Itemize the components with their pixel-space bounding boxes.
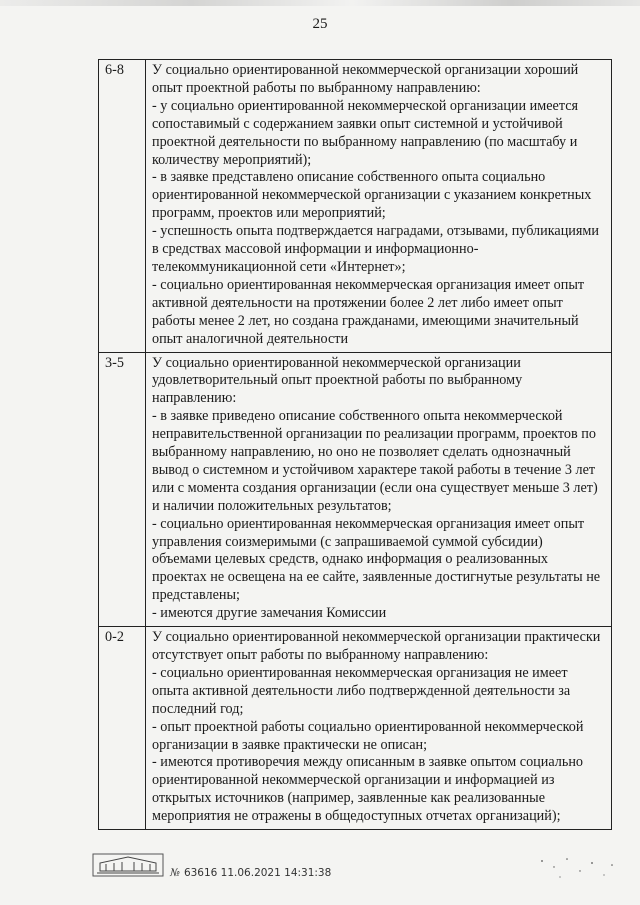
paragraph-line: - имеются другие замечания Комиссии [152, 605, 387, 622]
criteria-table [98, 59, 612, 830]
paragraph-line: У социально ориентированной некоммерческой организации удовлетворительный опыт проектной работы по выбранному направлению: [152, 354, 523, 407]
description-cell [146, 60, 612, 353]
paragraph-line: У социально ориентированной некоммерческой организации хороший опыт проектной работы по выбранному направлению: [152, 62, 579, 96]
table-row [99, 352, 612, 627]
score-cell: 0-2 [99, 627, 146, 830]
building-stamp-icon [92, 853, 164, 877]
paragraph-line: - социально ориентированная некоммерческая организация не имеет опыта активной деятельности либо подтвержденной деятельности за последний год; [152, 664, 571, 717]
row-description [152, 629, 605, 826]
paragraph-line: - опыт проектной работы социально ориентированной некоммерческой организации в заявке практически не описан; [152, 718, 584, 753]
document-stamp [170, 867, 331, 879]
document-id: 63616 11.06.2021 14:31:38 [183, 867, 332, 879]
table-row [99, 60, 612, 353]
paragraph-line: У социально ориентированной некоммерческой организации практически отсутствует опыт работы по выбранному направлению: [152, 629, 601, 663]
paragraph-line: - успешность опыта подтверждается наградами, отзывами, публикациями в средствах массовой информации и информационно-телекоммуникационной сети «Интернет»; [152, 223, 599, 275]
paragraph-line: - имеются противоречия между описанным в заявке опытом социально ориентированной некоммерческой организации и информацией из открытых источников (например, заявленные как реализованные мероприятия не отражены в общедоступных отчетах организаций); [152, 754, 584, 825]
scan-noise-specks [532, 853, 622, 883]
score-cell: 3-5 [99, 352, 146, 627]
page-number: 25 [312, 16, 328, 32]
table-row [99, 627, 612, 830]
row-description [152, 355, 605, 624]
paragraph-line: - в заявке приведено описание собственного опыта некоммерческой неправительственной организации по реализации программ, проектов по выбранному направлению, но оно не позволяет сделать однозначный вывод о системном и устойчивом характере такой работы в течение 3 лет или с момента создания организации (если она существует меньше 3 лет) и наличии положительных результатов; [152, 408, 598, 514]
paragraph-line: - у социально ориентированной некоммерческой организации имеется сопоставимый с содержанием заявки опыт системной и устойчивой проектной деятельности по выбранному направлению (по масштабу и количеству мероприятий); [152, 97, 579, 168]
page-footer [92, 843, 612, 883]
score-cell: 6-8 [99, 60, 146, 353]
row-description [152, 62, 605, 349]
description-cell [146, 627, 612, 830]
paragraph-line: - социально ориентированная некоммерческая организация имеет опыт активной деятельности на протяжении более 2 лет либо имеет опыт работы менее 2 лет, но создана гражданами, имеющими значительный опыт аналогичной деятельности [152, 276, 585, 347]
paragraph-line: - социально ориентированная некоммерческая организация имеет опыт управления соизмеримыми (с запрашиваемой суммой субсидии) объемами целевых средств, однако информация о реализованных проектах не освещена на ее сайте, заявленные достигнутые результаты не представлены; [152, 515, 601, 604]
description-cell [146, 352, 612, 627]
scan-edge-artifact [0, 0, 640, 6]
number-sign: № [170, 867, 180, 879]
paragraph-line: - в заявке представлено описание собственного опыта социально ориентированной некоммерческой организации с указанием конкретных программ, проектов или мероприятий; [152, 169, 592, 222]
